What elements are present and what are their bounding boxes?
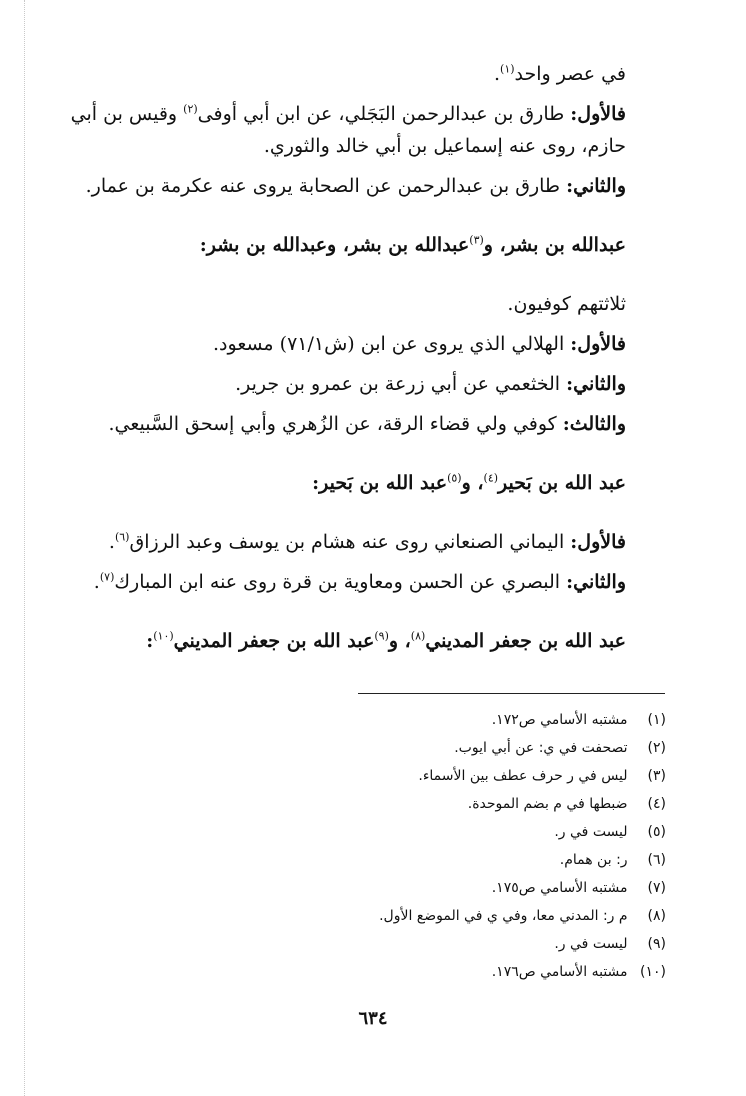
footnote-ref[interactable]: (٣) — [469, 233, 484, 247]
paragraph-text: البصري عن الحسن ومعاوية بن قرة روى عنه ابن المبارك — [114, 571, 567, 593]
footnote-item — [246, 734, 666, 762]
paragraph — [60, 526, 666, 558]
footnote-ref[interactable]: (٩) — [374, 629, 389, 643]
paragraph-tail: . — [108, 531, 115, 553]
paragraph-tail: . — [493, 63, 501, 85]
paragraph-text: طارق بن عبدالرحمن عن الصحابة يروى عنه عكرمة بن عمار. — [85, 175, 567, 197]
page-body — [60, 58, 666, 676]
heading-text: عبدالله بن بشر، وعبدالله بن بشر: — [199, 234, 470, 256]
paragraph-lead: والثاني: — [566, 373, 626, 395]
paragraph-text: في عصر واحد — [514, 63, 626, 85]
heading-text: عبد الله بن جعفر المديني — [173, 630, 375, 652]
footnote-item — [246, 706, 666, 734]
footnote-text: مشتبه الأسامي ص١٧٢. — [491, 712, 628, 728]
footnote-number: (٥) — [647, 824, 666, 840]
footnote-ref[interactable]: (٥) — [447, 471, 462, 485]
paragraph-text: الخثعمي عن أبي زرعة بن عمرو بن جرير. — [235, 373, 567, 395]
footnote-item — [246, 790, 666, 818]
paragraph — [60, 170, 666, 202]
paragraph-tail: وقيس بن أبي حازم، روى عنه إسماعيل بن أبي خالد والثوري. — [70, 103, 626, 157]
footnote-number: (٣) — [647, 768, 666, 784]
paragraph — [60, 368, 666, 400]
paragraph-text: الهلالي الذي يروى عن ابن (ش٧١/١) مسعود. — [213, 333, 571, 355]
footnote-ref[interactable]: (٧) — [99, 570, 115, 584]
footnote-ref[interactable]: (٨) — [410, 629, 426, 643]
paragraph-lead: فالأول: — [570, 333, 626, 355]
footnote-number: (٦) — [647, 852, 666, 868]
paragraph-lead: فالأول: — [570, 103, 626, 125]
paragraph — [60, 98, 666, 162]
footnote-separator — [358, 693, 665, 694]
footnote-ref[interactable]: (١) — [500, 62, 515, 76]
page-number: ٦٣٤ — [358, 1008, 388, 1029]
paragraph — [60, 58, 666, 90]
paragraph-text: اليماني الصنعاني روى عنه هشام بن يوسف وعبد الرزاق — [129, 531, 571, 553]
footnote-item — [246, 762, 666, 790]
heading-text: : — [146, 630, 154, 652]
footnote-number: (١) — [647, 712, 666, 728]
paragraph-text: طارق بن عبدالرحمن البَجَلي، عن ابن أبي أوفى — [197, 103, 571, 125]
heading-text: عبد الله بن بَحير — [498, 472, 626, 494]
footnote-item — [246, 958, 666, 986]
footnote-text: ر: بن همام. — [559, 852, 628, 868]
footnote-text: ليست في ر. — [554, 936, 628, 952]
footnote-ref[interactable]: (٤) — [483, 471, 499, 485]
footnote-number: (٧) — [647, 880, 666, 896]
footnote-item — [246, 818, 666, 846]
paragraph-lead: والثالث: — [562, 413, 626, 435]
footnote-ref[interactable]: (٦) — [114, 530, 130, 544]
footnote-item — [246, 846, 666, 874]
heading-text: عبدالله بن بشر، و — [483, 234, 626, 256]
heading-text: عبد الله بن بَحير: — [312, 472, 448, 494]
entry-heading — [60, 467, 666, 499]
paragraph — [60, 288, 666, 320]
footnote-text: ضبطها في م بضم الموحدة. — [467, 796, 628, 812]
footnote-text: م ر: المدني معا، وفي ي في الموضع الأول. — [379, 908, 628, 924]
footnote-ref[interactable]: (٢) — [183, 102, 198, 116]
paragraph — [60, 408, 666, 440]
footnote-text: مشتبه الأسامي ص١٧٦. — [491, 964, 628, 980]
paragraph-text: ثلاثتهم كوفيون. — [507, 293, 626, 315]
footnote-item — [246, 902, 666, 930]
paragraph-tail: . — [93, 571, 100, 593]
page-gutter-line — [24, 0, 25, 1096]
footnote-number: (١٠) — [640, 964, 666, 980]
footnote-number: (٢) — [647, 740, 666, 756]
paragraph-lead: والثاني: — [566, 175, 626, 197]
footnote-number: (٤) — [647, 796, 666, 812]
entry-heading — [60, 625, 666, 657]
footnote-item — [246, 874, 666, 902]
entry-heading — [60, 229, 666, 261]
footnote-text: ليس في ر حرف عطف بين الأسماء. — [418, 768, 628, 784]
footnote-number: (٨) — [647, 908, 666, 924]
paragraph-lead: فالأول: — [570, 531, 626, 553]
heading-text: ، و — [388, 630, 411, 652]
footnote-text: مشتبه الأسامي ص١٧٥. — [491, 880, 628, 896]
footnote-number: (٩) — [647, 936, 666, 952]
heading-text: عبد الله بن جعفر المديني — [425, 630, 626, 652]
footnote-ref[interactable]: (١٠) — [153, 629, 174, 643]
footnotes — [246, 706, 666, 986]
footnote-text: ليست في ر. — [554, 824, 628, 840]
paragraph — [60, 566, 666, 598]
paragraph — [60, 328, 666, 360]
heading-text: ، و — [461, 472, 484, 494]
footnote-item — [246, 930, 666, 958]
paragraph-text: كوفي ولي قضاء الرقة، عن الزُهري وأبي إسحق السَّبيعي. — [108, 413, 563, 435]
footnote-text: تصحفت في ي: عن أبي ايوب. — [454, 740, 628, 756]
paragraph-lead: والثاني: — [566, 571, 626, 593]
